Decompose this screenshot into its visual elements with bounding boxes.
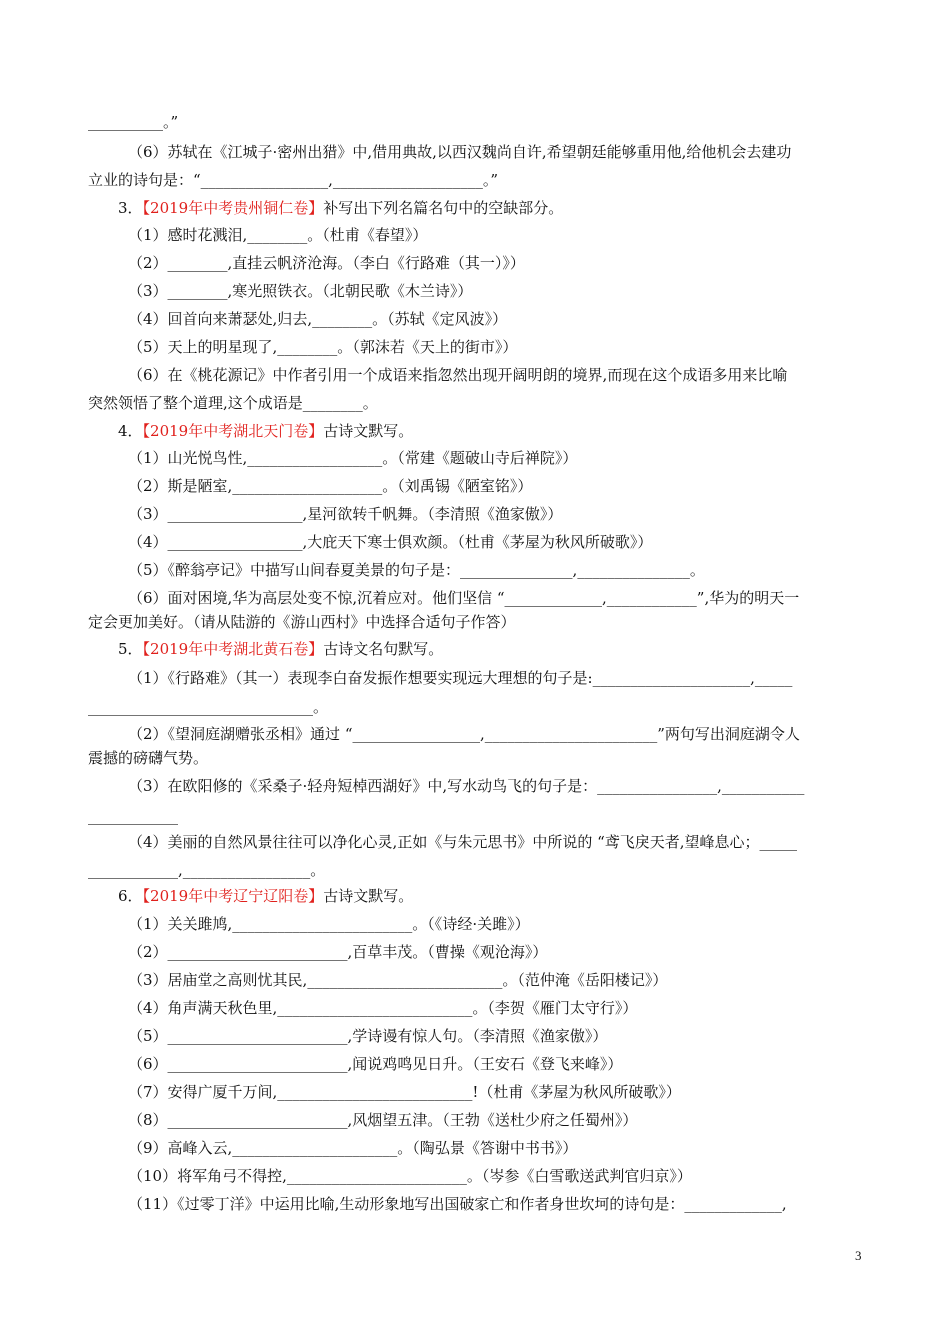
text-line: （3）居庙堂之高则忧其民,__________________________。（范仲淹《岳阳楼记》）	[128, 971, 668, 989]
exam-source-tag: 【2019年中考贵州铜仁卷】	[142, 199, 324, 217]
text-line: （5）________________________,学诗谩有惊人句。（李清照《渔家傲》）	[128, 1027, 608, 1045]
text-line: （5）《醉翁亭记》中描写山间春夏美景的句子是：_______________,_______________。	[128, 561, 705, 579]
text-line: （9）高峰入云,______________________。（陶弘景《答谢中书书》）	[128, 1139, 578, 1157]
text-line: （10）将军角弓不得控,________________________。（岑参《白雪歌送武判官归京》）	[128, 1167, 692, 1185]
text-line: （4）__________________,大庇天下寒士俱欢颜。（杜甫《茅屋为秋风所破歌》）	[128, 533, 653, 551]
text-line: 定会更加美好。（请从陆游的《游山西村》中选择合适句子作答）	[88, 613, 516, 631]
text-line: （6）________________________,闻说鸡鸣见日升。（王安石《登飞来峰》）	[128, 1055, 623, 1073]
question-instruction: 古诗文名句默写。	[323, 640, 444, 658]
text-line: （2）《望洞庭湖赠张丞相》通过 “_________________,_______________________”两句写出洞庭湖令人	[128, 725, 800, 743]
text-line: （4）角声满天秋色里,__________________________。（李贺《雁门太守行》）	[128, 999, 638, 1017]
exam-source-tag: 【2019年中考湖北天门卷】	[142, 422, 324, 440]
exam-source-tag: 【2019年中考湖北黄石卷】	[142, 640, 324, 658]
text-line: （11）《过零丁洋》中运用比喻,生动形象地写出国破家亡和作者身世坎坷的诗句是：_____________,	[128, 1195, 787, 1213]
question-number: 6．	[118, 887, 143, 905]
text-line: （5）天上的明星现了,________。（郭沫若《天上的街市》）	[128, 338, 518, 356]
question-heading-3	[88, 198, 893, 218]
question-heading-5	[88, 639, 893, 659]
text-line: （3）________,寒光照铁衣。（北朝民歌《木兰诗》）	[128, 282, 473, 300]
text-line: （2）________,直挂云帆济沧海。（李白《行路难（其一）》）	[128, 254, 525, 272]
text-line: （4）回首向来萧瑟处,归去,________。（苏轼《定风波》）	[128, 310, 508, 328]
text-line: ______________________________。	[88, 698, 329, 716]
text-line: （6）苏轼在《江城子·密州出猎》中,借用典故,以西汉魏尚自许,希望朝廷能够重用他,给他机会去建功	[128, 143, 792, 161]
text-line: （3）在欧阳修的《采桑子·轻舟短棹西湖好》中,写水动鸟飞的句子是：________________,___________	[128, 777, 805, 795]
text-line: （6）面对困境,华为高层处变不惊,沉着应对。他们坚信 “_____________,____________”,华为的明天一	[128, 589, 800, 607]
question-number: 4．	[118, 422, 143, 440]
text-line: （8）________________________,风烟望五津。（王勃《送杜少府之任蜀州》）	[128, 1111, 638, 1129]
question-number: 5．	[118, 640, 143, 658]
question-heading-6	[88, 886, 893, 906]
question-heading-4	[88, 421, 893, 441]
exam-source-tag: 【2019年中考辽宁辽阳卷】	[142, 887, 324, 905]
text-line: （1）感时花溅泪,________。（杜甫《春望》）	[128, 226, 428, 244]
text-line: （7）安得广厦千万间,__________________________!（杜甫《茅屋为秋风所破歌》）	[128, 1083, 681, 1101]
text-line: （6）在《桃花源记》中作者引用一个成语来指忽然出现开阔明朗的境界,而现在这个成语多用来比喻	[128, 366, 788, 384]
text-line: ____________	[88, 807, 178, 825]
text-line: 立业的诗句是：“_________________,____________________。”	[88, 171, 499, 189]
question-number: 3．	[118, 199, 143, 217]
text-line: （2）________________________,百草丰茂。（曹操《观沧海》）	[128, 943, 548, 961]
question-instruction: 古诗文默写。	[323, 887, 414, 905]
question-instruction: 古诗文默写。	[323, 422, 414, 440]
text-line: 突然领悟了整个道理,这个成语是________。	[88, 394, 378, 412]
page-number: 3	[855, 1248, 862, 1263]
text-line: __________。”	[88, 113, 179, 131]
text-line: （1）关关雎鸠,________________________。（《诗经·关雎》）	[128, 915, 530, 933]
text-line: （3）__________________,星河欲转千帆舞。（李清照《渔家傲》）	[128, 505, 563, 523]
text-line: （2）斯是陋室,____________________。（刘禹锡《陋室铭》）	[128, 477, 533, 495]
text-line: （1）山光悦鸟性,__________________。（常建《题破山寺后禅院》）	[128, 449, 578, 467]
text-line: （4）美丽的自然风景往往可以净化心灵,正如《与朱元思书》中所说的 “鸢飞戾天者,望峰息心；_____	[128, 833, 798, 851]
text-line: （1）《行路难》（其一）表现李白奋发振作想要实现远大理想的句子是:_____________________,_____	[128, 669, 793, 687]
text-line: 震撼的磅礴气势。	[88, 749, 209, 767]
question-instruction: 补写出下列名篇名句中的空缺部分。	[323, 199, 564, 217]
text-line: ____________,_________________。	[88, 861, 326, 879]
